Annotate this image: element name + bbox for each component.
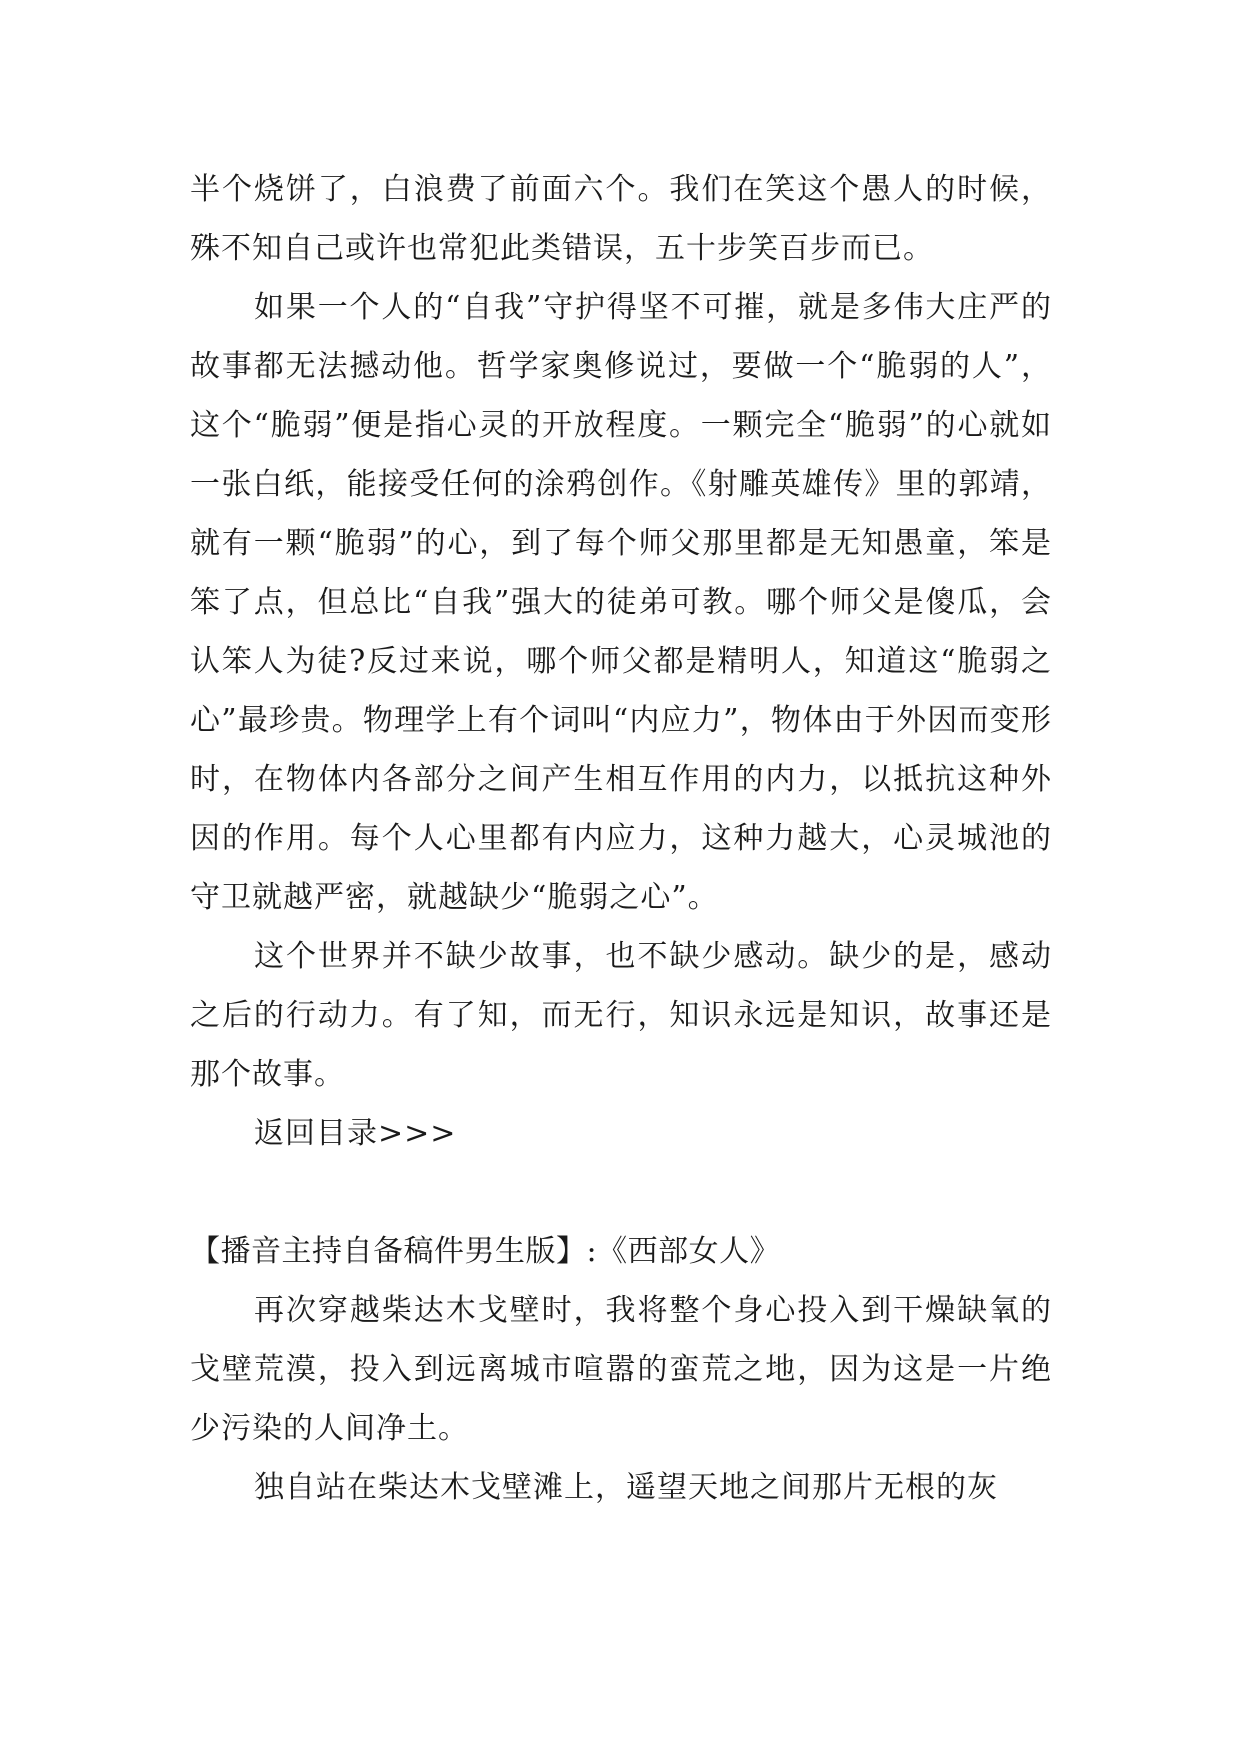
paragraph-continuation: 半个烧饼了，白浪费了前面六个。我们在笑这个愚人的时候，殊不知自己或许也常犯此类错误，五十步笑百步而已。 — [190, 172, 1052, 266]
section-heading: 【播音主持自备稿件男生版】:《西部女人》 — [190, 1234, 781, 1269]
document-body — [190, 160, 1052, 1517]
paragraph-gobi-crossing: 再次穿越柴达木戈壁时，我将整个身心投入到干燥缺氧的戈壁荒漠，投入到远离城市喧嚣的蛮荒之地，因为这是一片绝少污染的人间净土。 — [190, 1293, 1052, 1446]
paragraph-action: 这个世界并不缺少故事，也不缺少感动。缺少的是，感动之后的行动力。有了知，而无行，知识永远是知识，故事还是那个故事。 — [190, 939, 1052, 1092]
back-to-toc-link[interactable]: 返回目录>>> — [254, 1116, 457, 1151]
paragraph-fragile-heart: 如果一个人的“自我”守护得坚不可摧，就是多伟大庄严的故事都无法撼动他。哲学家奥修说过，要做一个“脆弱的人”，这个“脆弱”便是指心灵的开放程度。一颗完全“脆弱”的心就如一张白纸，能接受任何的涂鸦创作。《射雕英雄传》里的郭靖，就有一颗“脆弱”的心，到了每个师父那里都是无知愚童，笨是笨了点，但总比“自我”强大的徒弟可教。哪个师父是傻瓜，会认笨人为徒?反过来说，哪个师父都是精明人，知道这“脆弱之心”最珍贵。物理学上有个词叫“内应力”，物体由于外因而变形时，在物体内各部分之间产生相互作用的内力，以抵抗这种外因的作用。每个人心里都有内应力，这种力越大，心灵城池的守卫就越严密，就越缺少“脆弱之心”。 — [190, 290, 1052, 915]
section-spacer — [190, 1163, 1052, 1222]
paragraph-gobi-standing: 独自站在柴达木戈壁滩上，遥望天地之间那片无根的灰 — [254, 1470, 998, 1505]
